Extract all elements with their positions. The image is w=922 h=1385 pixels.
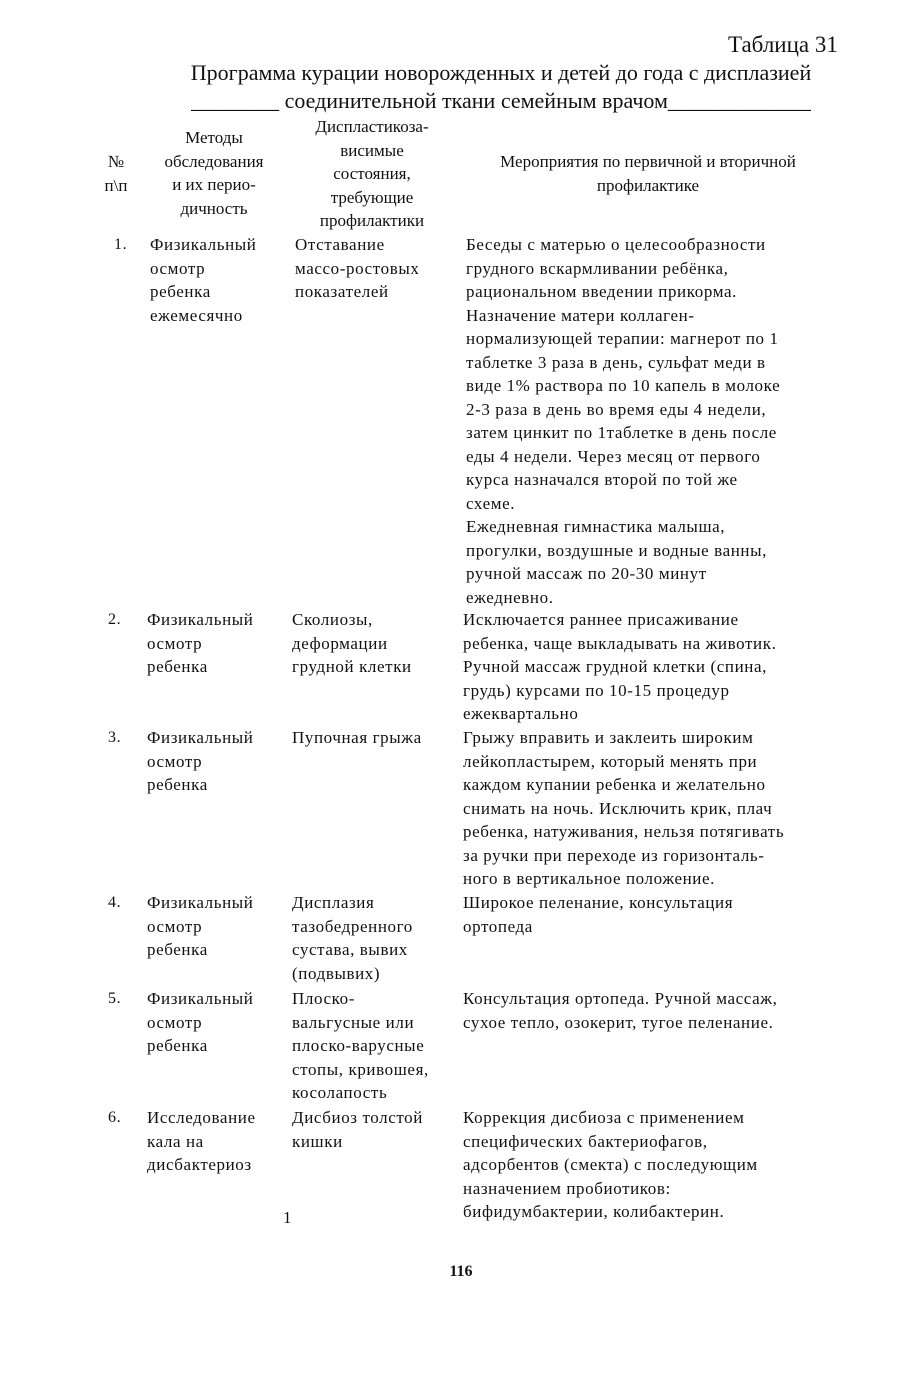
row-state xyxy=(292,1106,423,1153)
cell-text-line: Физикальный xyxy=(147,989,254,1008)
row-measures xyxy=(463,987,777,1034)
cell-text-line: Беседы с матерью о целесообразности xyxy=(466,235,766,254)
cell-text-line: Исследование xyxy=(147,1108,256,1127)
row-method xyxy=(147,608,254,679)
cell-text-line: Ежедневная гимнастика малыша, xyxy=(466,517,726,536)
cell-text-line: ежеквартально xyxy=(463,704,579,723)
row-measures xyxy=(463,1106,758,1224)
header-states-line: профилактики xyxy=(319,211,425,230)
cell-text-line: грудной клетки xyxy=(292,657,412,676)
cell-text-line: ежедневно. xyxy=(466,587,554,607)
header-states-line: висимые xyxy=(340,140,404,160)
cell-text-line: осмотр xyxy=(147,633,203,653)
header-states-line: Диспластикоза- xyxy=(315,117,429,136)
cell-text-line: стопы, кривошея, xyxy=(292,1059,429,1079)
cell-text-line: (подвывих) xyxy=(292,963,381,983)
row-method xyxy=(147,891,254,962)
header-methods-line: дичность xyxy=(180,198,248,218)
row-measures xyxy=(463,891,733,938)
header-num-line: п\п xyxy=(104,175,128,195)
header-measures-line: Мероприятия по первичной и вторичной xyxy=(500,152,796,171)
cell-text-line: ребенка xyxy=(147,940,208,959)
cell-text-line: Пупочная грыжа xyxy=(292,728,422,747)
cell-text-line: таблетке 3 раза в день, сульфат меди в xyxy=(466,352,766,372)
row-number: 4. xyxy=(108,894,122,911)
cell-text-line: Дисбиоз толстой xyxy=(292,1108,423,1127)
cell-text-line: снимать на ночь. Исключить крик, плач xyxy=(463,798,773,818)
row-state xyxy=(292,726,422,750)
cell-text-line: кала на xyxy=(147,1131,204,1151)
cell-text-line: бифидумбактерии, колибактерин. xyxy=(463,1202,725,1221)
cell-text-line: 2-3 раза в день во время еды 4 недели, xyxy=(466,399,767,419)
cell-text-line: за ручки при переходе из горизонталь- xyxy=(463,845,765,865)
cell-text-line: показателей xyxy=(295,282,389,301)
row-method xyxy=(147,987,254,1058)
cell-text-line: осмотр xyxy=(147,1012,203,1032)
cell-text-line: ортопеда xyxy=(463,916,533,936)
cell-text-line: ежемесячно xyxy=(150,305,243,325)
cell-text-line: плоско-варусные xyxy=(292,1036,425,1055)
cell-text-line: ребенка, чаще выкладывать на животик. xyxy=(463,633,777,653)
cell-text-line: дисбактериоз xyxy=(147,1155,252,1174)
cell-text-line: лейкопластырем, который менять при xyxy=(463,751,758,771)
cell-text-line: каждом купании ребенка и желательно xyxy=(463,775,766,794)
table-title-line-1: Программа курации новорожденных и детей до года с дисплазией xyxy=(190,60,812,85)
cell-text-line: деформации xyxy=(292,633,388,653)
row-measures xyxy=(463,726,784,891)
cell-text-line: ребенка xyxy=(150,282,211,301)
row-number: 1. xyxy=(114,236,128,253)
cell-text-line: Физикальный xyxy=(147,610,254,629)
row-number: 5. xyxy=(108,990,122,1007)
cell-text-line: массо-ростовых xyxy=(295,258,420,278)
cell-text-line: специфических бактериофагов, xyxy=(463,1131,708,1151)
cell-text-line: ребенка xyxy=(147,775,208,794)
cell-text-line: Коррекция дисбиоза с применением xyxy=(463,1108,745,1127)
cell-text-line: Плоско- xyxy=(292,989,355,1008)
row-state xyxy=(295,233,419,304)
cell-text-line: адсорбентов (смекта) с последующим xyxy=(463,1155,758,1174)
header-methods xyxy=(146,126,282,220)
row-state xyxy=(292,891,413,985)
cell-text-line: Физикальный xyxy=(150,235,257,254)
cell-text-line: Грыжу вправить и заклеить широким xyxy=(463,728,754,747)
cell-text-line: Отставание xyxy=(295,235,385,254)
header-num-line: № xyxy=(107,152,125,171)
header-states-line: требующие xyxy=(330,187,414,207)
cell-text-line: ребенка xyxy=(147,657,208,676)
row-number: 3. xyxy=(108,729,122,746)
header-states xyxy=(292,115,452,233)
cell-text-line: Ручной массаж грудной клетки (спина, xyxy=(463,657,767,676)
cell-text-line: грудного вскармливании ребёнка, xyxy=(466,258,729,278)
cell-text-line: назначением пробиотиков: xyxy=(463,1178,671,1198)
cell-text-line: нормализующей терапии: магнерот по 1 xyxy=(466,329,779,348)
cell-text-line: осмотр xyxy=(147,751,203,771)
cell-text-line: Сколиозы, xyxy=(292,610,373,629)
cell-text-line: ребенка xyxy=(147,1036,208,1055)
cell-text-line: Физикальный xyxy=(147,728,254,747)
header-methods-line: обследования xyxy=(164,151,264,171)
header-num xyxy=(96,150,136,197)
row-method xyxy=(147,1106,256,1177)
cell-text-line: вальгусные или xyxy=(292,1012,415,1032)
cell-text-line: Дисплазия xyxy=(292,893,375,912)
cell-text-line: грудь) курсами по 10-15 процедур xyxy=(463,680,730,700)
cell-text-line: еды 4 недели. Через месяц от первого xyxy=(466,446,761,466)
cell-text-line: рациональном введении прикорма. xyxy=(466,282,737,301)
footnote-marker: 1 xyxy=(283,1208,292,1227)
cell-text-line: Физикальный xyxy=(147,893,254,912)
cell-text-line: косолапость xyxy=(292,1083,388,1102)
cell-text-line: Исключается раннее присаживание xyxy=(463,610,739,629)
row-measures xyxy=(463,608,776,726)
cell-text-line: кишки xyxy=(292,1131,343,1151)
header-measures xyxy=(462,150,834,197)
row-state xyxy=(292,608,412,679)
cell-text-line: сухое тепло, озокерит, тугое пеленание. xyxy=(463,1012,774,1032)
cell-text-line: затем цинкит по 1таблетке в день после xyxy=(466,423,777,442)
header-measures-line: профилактике xyxy=(596,175,700,195)
cell-text-line: виде 1% раствора по 10 капель в молоке xyxy=(466,376,781,395)
cell-text-line: прогулки, воздушные и водные ванны, xyxy=(466,540,767,560)
cell-text-line: сустава, вывих xyxy=(292,940,408,959)
cell-text-line: ребенка, натуживания, нельзя потягивать xyxy=(463,822,785,841)
cell-text-line: курса назначался второй по той же xyxy=(466,470,738,489)
cell-text-line: тазобедренного xyxy=(292,916,413,936)
row-method xyxy=(150,233,257,327)
header-states-line: состояния, xyxy=(333,164,411,183)
cell-text-line: Назначение матери коллаген- xyxy=(466,305,695,325)
header-methods-line: Методы xyxy=(185,128,243,147)
row-measures xyxy=(466,233,780,609)
table-title-line-2: ________ соединительной ткани семейным врачом_____________ xyxy=(191,88,811,113)
row-method xyxy=(147,726,254,797)
row-state xyxy=(292,987,429,1105)
page-number: 116 xyxy=(449,1263,473,1280)
cell-text-line: осмотр xyxy=(150,258,206,278)
row-number: 2. xyxy=(108,611,122,628)
header-methods-line: и их перио- xyxy=(172,175,256,194)
row-number: 6. xyxy=(108,1109,122,1126)
cell-text-line: ручной массаж по 20-30 минут xyxy=(466,564,707,583)
cell-text-line: схеме. xyxy=(466,493,516,513)
table-number: Таблица 31 xyxy=(728,32,838,57)
cell-text-line: ного в вертикальное положение. xyxy=(463,869,715,888)
cell-text-line: Широкое пеленание, консультация xyxy=(463,893,734,912)
cell-text-line: Консультация ортопеда. Ручной массаж, xyxy=(463,989,778,1008)
cell-text-line: осмотр xyxy=(147,916,203,936)
